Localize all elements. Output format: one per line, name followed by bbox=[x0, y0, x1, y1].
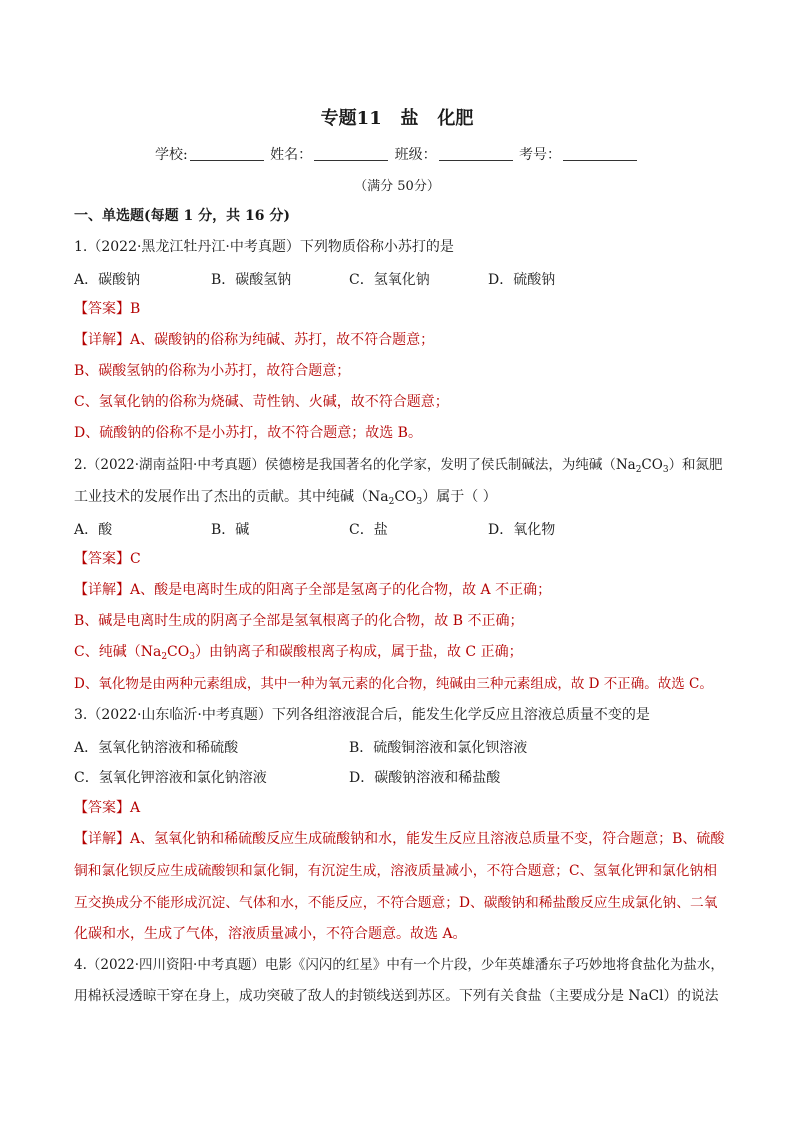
q2-detail-text: ）由钠离子和碳酸根离子构成，属于盐，故 C 正确； bbox=[194, 644, 523, 660]
q3-answer: 【答案】A bbox=[74, 800, 141, 816]
subscript: 2 bbox=[161, 652, 168, 662]
q2-stem-text: 2.（2022·湖南益阳·中考真题）侯德榜是我国著名的化学家，发明了侯氏制碱法，为纯碱（Na bbox=[74, 457, 636, 473]
name-label: 姓名： bbox=[270, 147, 313, 163]
q3-detail-4: 化碳和水，生成了气体，溶液质量减小，不符合题意。故选 A。 bbox=[74, 926, 467, 942]
q2-stem-text: ）和氮肥 bbox=[668, 457, 723, 473]
q2-option-a: A．酸 bbox=[74, 522, 113, 538]
q3-option-b: B．硫酸铜溶液和氯化钡溶液 bbox=[349, 740, 528, 756]
q4-stem-line-2: 用棉袄浸透晾干穿在身上，成功突破了敌人的封锁线送到苏区。下列有关食盐（主要成分是 NaCl）的说法 bbox=[74, 988, 719, 1004]
q1-detail-tag: 【详解】 bbox=[74, 332, 130, 348]
q1-detail-1 bbox=[74, 331, 724, 349]
subscript: 2 bbox=[635, 465, 642, 475]
q1-detail-text: A、碳酸钠的俗称为纯碱、苏打，故不符合题意； bbox=[130, 332, 435, 348]
full-score: （满分 50分） bbox=[354, 179, 440, 194]
q3-detail-tag: 【详解】 bbox=[74, 831, 130, 847]
q2-option-d: D．氧化物 bbox=[488, 522, 556, 538]
q4-stem-line-1: 4.（2022·四川资阳·中考真题）电影《闪闪的红星》中有一个片段，少年英雄潘东子巧妙地将食盐化为盐水， bbox=[74, 957, 724, 973]
subscript: 3 bbox=[662, 465, 669, 475]
number-blank[interactable] bbox=[563, 146, 637, 161]
q3-option-c: C．氢氧化钾溶液和氯化钠溶液 bbox=[74, 770, 267, 786]
q3-stem: 3.（2022·山东临沂·中考真题）下列各组溶液混合后，能发生化学反应且溶液总质量不变的是 bbox=[74, 707, 650, 723]
school-label: 学校: bbox=[154, 147, 188, 163]
q2-stem-line-1 bbox=[74, 456, 724, 474]
q3-detail-3: 互交换成分不能形成沉淀、气体和水，不能反应，不符合题意；D、碳酸钠和稀盐酸反应生成氯化钠、二氧 bbox=[74, 895, 718, 911]
q3-detail-text: A、氢氧化钠和稀硫酸反应生成硫酸钠和水，能发生反应且溶液总质量不变，符合题意；B、硫酸 bbox=[130, 831, 725, 847]
q3-detail-2: 铜和氯化钡反应生成硫酸钡和氯化铜，有沉淀生成，溶液质量减小，不符合题意；C、氢氧化钾和氯化钠相 bbox=[74, 863, 718, 879]
q1-option-c: C．氢氧化钠 bbox=[349, 272, 430, 288]
q3-option-d: D．碳酸钠溶液和稀盐酸 bbox=[349, 770, 501, 786]
q2-stem-text: CO bbox=[641, 457, 663, 473]
q2-detail-3 bbox=[74, 643, 724, 661]
q2-stem-text: 工业技术的发展作出了杰出的贡献。其中纯碱（Na bbox=[74, 489, 389, 505]
q2-stem-text: CO bbox=[394, 489, 417, 505]
q1-option-b: B．碳酸氢钠 bbox=[211, 272, 292, 288]
subscript: 3 bbox=[189, 652, 195, 662]
q2-answer: 【答案】C bbox=[74, 551, 141, 567]
q2-option-c: C．盐 bbox=[349, 522, 388, 538]
q2-detail-4: D、氧化物是由两种元素组成，其中一种为氧元素的化合物，纯碱由三种元素组成，故 D 不正确。故选 C。 bbox=[74, 676, 713, 692]
subscript: 3 bbox=[416, 497, 423, 507]
q2-detail-tag: 【详解】 bbox=[74, 582, 130, 598]
subscript: 2 bbox=[388, 497, 395, 507]
q1-detail-2: B、碳酸氢钠的俗称为小苏打，故符合题意； bbox=[74, 363, 351, 379]
number-label: 考号： bbox=[519, 147, 562, 163]
class-blank[interactable] bbox=[439, 146, 513, 161]
section-heading: 一、单选题(每题 1 分，共 16 分) bbox=[74, 208, 290, 224]
q2-stem-text: ）属于（ ） bbox=[422, 489, 497, 505]
q3-option-a: A．氢氧化钠溶液和稀硫酸 bbox=[74, 740, 239, 756]
student-info-row bbox=[0, 144, 794, 164]
class-label: 班级： bbox=[394, 147, 437, 163]
q2-detail-2: B、碱是电离时生成的阴离子全部是氢氧根离子的化合物，故 B 不正确； bbox=[74, 613, 524, 629]
q2-detail-text: A、酸是电离时生成的阳离子全部是氢离子的化合物，故 A 不正确； bbox=[130, 582, 552, 598]
q2-detail-text: C、纯碱（Na bbox=[74, 644, 162, 660]
q1-detail-3: C、氢氧化钠的俗称为烧碱、苛性钠、火碱，故不符合题意； bbox=[74, 394, 449, 410]
q1-detail-4: D、硫酸钠的俗称不是小苏打，故不符合题意；故选 B。 bbox=[74, 425, 422, 441]
q1-stem: 1.（2022·黑龙江牡丹江·中考真题）下列物质俗称小苏打的是 bbox=[74, 239, 454, 255]
q2-detail-1 bbox=[74, 581, 724, 599]
name-blank[interactable] bbox=[314, 146, 388, 161]
q1-option-d: D．硫酸钠 bbox=[488, 272, 556, 288]
q1-answer: 【答案】B bbox=[74, 301, 141, 317]
q2-option-b: B．碱 bbox=[211, 522, 250, 538]
q2-stem-line-2 bbox=[74, 488, 724, 506]
school-blank[interactable] bbox=[190, 146, 264, 161]
q2-detail-text: CO bbox=[167, 644, 190, 660]
q3-detail-1 bbox=[74, 830, 724, 848]
q1-option-a: A．碳酸钠 bbox=[74, 272, 141, 288]
page-title: 专题11 盐 化肥 bbox=[320, 108, 474, 129]
